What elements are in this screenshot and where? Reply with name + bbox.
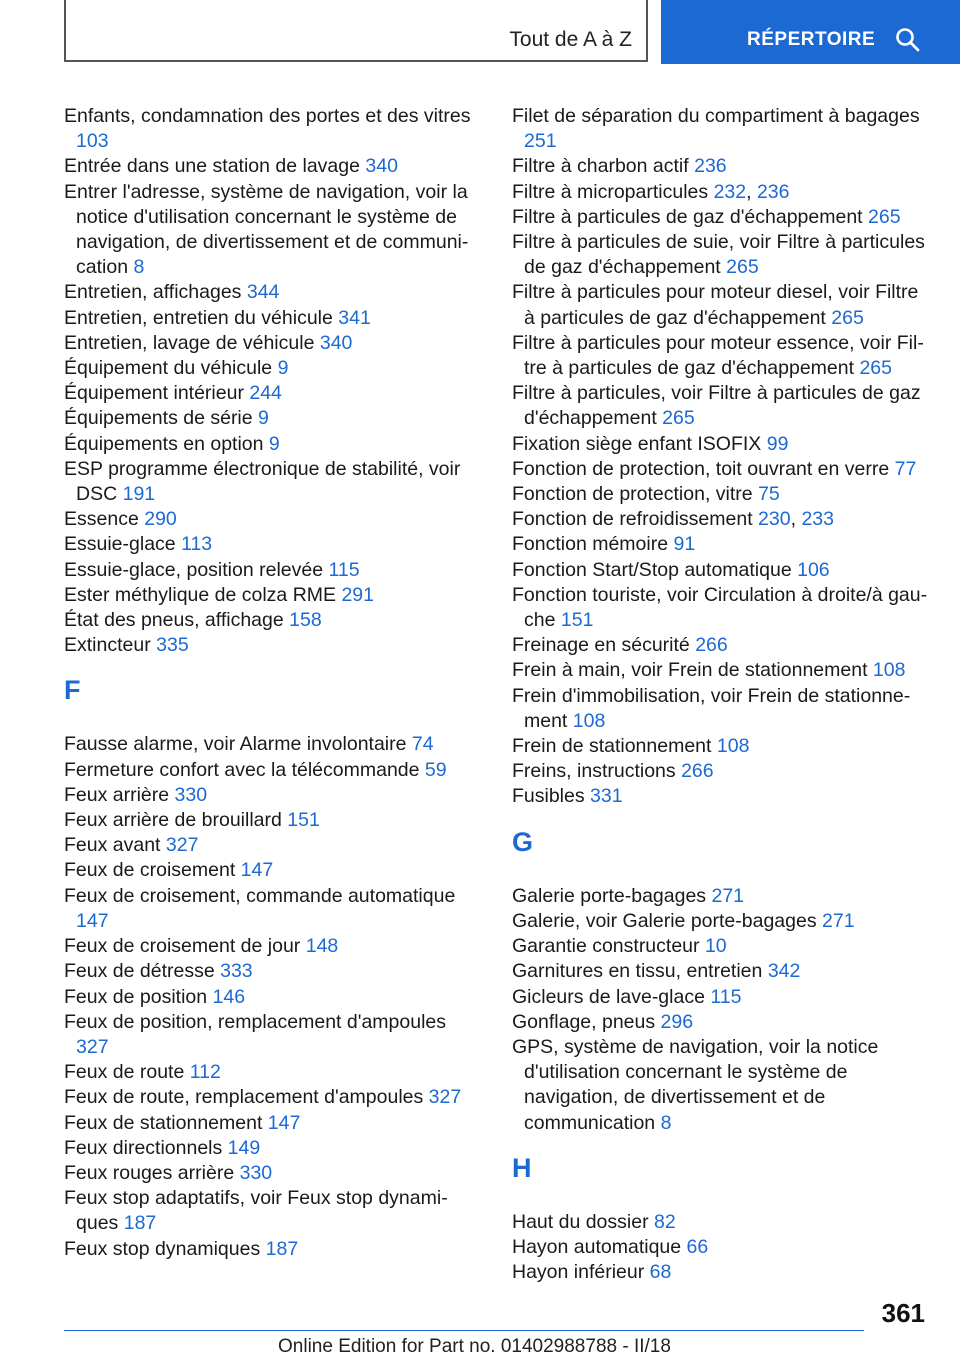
index-entry — [512, 633, 932, 658]
index-entry-term: Haut du dossier — [512, 1210, 649, 1233]
page-link[interactable]: 66 — [686, 1235, 709, 1258]
header-bar — [0, 0, 960, 66]
page-link[interactable]: 108 — [572, 709, 606, 732]
index-entry-term: Feux de route — [64, 1061, 185, 1084]
index-entry-term: Entretien, lavage de véhicule — [64, 331, 315, 354]
index-entry-term: Hayon inférieur — [512, 1261, 645, 1284]
index-entry-term: Entretien, affichages — [64, 281, 242, 304]
index-entry-term: Feux directionnels — [64, 1136, 223, 1159]
page-link[interactable]: 9 — [258, 407, 269, 430]
index-entry — [64, 934, 474, 959]
index-entry-term: Entrée dans une station de lavage — [64, 155, 360, 178]
index-entry-term: Enfants, condamnation des portes et des vitres — [64, 105, 471, 127]
page-number: 361 — [881, 1298, 925, 1328]
index-entry-term: Feux de croisement — [64, 859, 236, 882]
index-entry: Fonction de refroidissement 230, 233 — [512, 508, 834, 531]
page-link[interactable]: 74 — [411, 733, 434, 756]
page-link[interactable]: 191 — [122, 483, 156, 506]
page-link[interactable]: 106 — [797, 558, 830, 581]
page-link[interactable]: 108 — [716, 735, 750, 758]
index-entry-term: Fonction de protection, toit ouvrant en verre — [512, 457, 890, 480]
page-link[interactable]: 82 — [654, 1210, 676, 1233]
page-link[interactable]: 158 — [289, 609, 322, 632]
page-link[interactable]: 342 — [767, 960, 801, 983]
page-link[interactable]: 265 — [868, 205, 901, 228]
page-link[interactable]: 330 — [239, 1161, 273, 1184]
index-entry-term: Filtre à microparticules — [512, 180, 709, 203]
index-entry — [64, 1237, 474, 1262]
index-entry — [512, 558, 932, 583]
page-link[interactable]: 230 — [758, 508, 791, 531]
page-link[interactable]: 147 — [240, 859, 274, 882]
index-entry — [512, 381, 932, 431]
index-entry — [64, 959, 474, 984]
index-entry — [64, 356, 474, 381]
index-entry-term: Fonction mémoire — [512, 533, 669, 556]
index-entry-term: Feux de position — [64, 985, 208, 1008]
index-entry — [64, 758, 474, 783]
index-entry — [64, 608, 474, 633]
page-link[interactable]: 340 — [319, 331, 353, 354]
page-link[interactable]: 10 — [704, 935, 727, 958]
index-entry-term: Gonflage, pneus — [512, 1010, 656, 1033]
index-entry — [512, 934, 932, 959]
index-entry-term: Fixation siège enfant ISOFIX — [512, 432, 762, 455]
index-entry-term: Essence — [64, 508, 139, 531]
index-entry — [64, 732, 474, 757]
index-entry-term: Extincteur — [64, 634, 151, 657]
index-entry-term: Feux rouges arrière — [64, 1161, 235, 1184]
index-entry-term: Fonction de protection, vitre — [512, 483, 753, 506]
index-entry — [64, 1111, 474, 1136]
page-link[interactable]: 151 — [560, 609, 594, 632]
index-entry — [64, 331, 474, 356]
index-entry-term: Galerie porte-bagages — [512, 884, 707, 907]
index-entry-term: Freins, instructions — [512, 760, 676, 783]
index-entry-term: Ester méthylique de colza RME — [64, 583, 337, 606]
index-entry-term: Entrer l'adresse, système de navigation, voir la notice d'utilisation concernant le système de navigation, de divertissement et de communication — [64, 180, 469, 279]
index-entry — [64, 985, 474, 1010]
index-entry — [64, 280, 474, 305]
index-entry — [512, 734, 932, 759]
page-link[interactable]: 244 — [249, 382, 282, 405]
page-link[interactable]: 59 — [424, 758, 447, 781]
index-entry-term: Galerie, voir Galerie porte-bagages — [512, 909, 817, 932]
page-link[interactable]: 115 — [710, 985, 742, 1008]
index-entry — [64, 1136, 474, 1161]
page-link[interactable]: 146 — [212, 985, 246, 1008]
index-entry-term: Frein d'immobilisation, voir Frein de stationnement — [512, 684, 911, 732]
index-entry: Filtre à microparticules 232, 236 — [512, 180, 790, 203]
index-column-right — [512, 104, 932, 1285]
index-entry — [64, 1186, 474, 1236]
page-link[interactable]: 148 — [305, 935, 339, 958]
page-link[interactable]: 251 — [524, 130, 557, 153]
index-entry — [64, 432, 474, 457]
page-link[interactable]: 335 — [156, 634, 189, 657]
index-entry — [512, 104, 932, 154]
page-link[interactable]: 151 — [287, 809, 320, 832]
page-link[interactable]: 187 — [123, 1212, 157, 1235]
index-entry-term: Essuie-glace, position relevée — [64, 558, 324, 581]
index-entry-term: Filet de séparation du compartiment à bagages — [512, 105, 920, 127]
index-entry — [64, 457, 474, 507]
index-entry — [512, 959, 932, 984]
index-entry-term: Entretien, entretien du véhicule — [64, 306, 333, 329]
page-link[interactable]: 327 — [165, 834, 199, 857]
index-entry — [64, 306, 474, 331]
index-entry — [64, 858, 474, 883]
page-link[interactable]: 265 — [859, 357, 892, 380]
index-entry — [64, 1060, 474, 1085]
index-entry-term: Feux arrière — [64, 783, 170, 806]
page-link[interactable]: 265 — [726, 256, 759, 279]
index-entry-term: Filtre à particules pour moteur essence, voir Filtre à particules de gaz d'échappement — [512, 331, 924, 380]
tab-a-to-z-label: Tout de A à Z — [509, 28, 632, 51]
index-entry — [512, 909, 932, 934]
index-entry-term: Essuie-glace — [64, 533, 176, 556]
page-link[interactable]: 344 — [246, 281, 280, 304]
index-entry — [512, 432, 932, 457]
page-link[interactable]: 340 — [365, 155, 398, 178]
section-letter: F — [64, 675, 81, 706]
page-link[interactable]: 187 — [265, 1237, 299, 1260]
section-letter: H — [512, 1152, 532, 1183]
index-entry — [512, 230, 932, 280]
index-entry — [64, 1161, 474, 1186]
index-entry — [512, 985, 932, 1010]
index-entry — [512, 457, 932, 482]
page-link[interactable]: 266 — [681, 760, 714, 783]
index-entry-term: Équipements en option — [64, 432, 264, 455]
index-entry-term: GPS, système de navigation, voir la notice d'utilisation concernant le système de navigation, de divertissement et de communication — [512, 1035, 879, 1134]
index-entry-term: Feux de croisement de jour — [64, 935, 301, 958]
page-link[interactable]: 327 — [428, 1086, 462, 1109]
page-link[interactable]: 147 — [76, 909, 109, 932]
index-entry-term: Feux de détresse — [64, 960, 215, 983]
index-entry-term: Feux de stationnement — [64, 1111, 263, 1134]
page-link[interactable]: 9 — [268, 432, 280, 455]
page-link[interactable]: 291 — [341, 583, 374, 606]
index-entry — [64, 808, 474, 833]
index-entry-term: ESP programme électronique de stabilité, voir DSC — [64, 457, 461, 506]
page-link[interactable]: 327 — [76, 1035, 109, 1058]
index-entry — [512, 482, 932, 507]
index-entry-term: Équipement intérieur — [64, 382, 244, 405]
index-entry-term: Hayon automatique — [512, 1235, 682, 1258]
index-entry — [64, 104, 474, 154]
index-entry — [64, 1085, 474, 1110]
page-link[interactable]: 9 — [277, 357, 289, 380]
index-entry-term: Filtre à particules, voir Filtre à particules de gaz d'échappement — [512, 382, 921, 430]
index-entry — [512, 1235, 932, 1260]
index-entry — [64, 507, 474, 532]
tab-index-label: RÉPERTOIRE — [747, 29, 876, 50]
index-entry-term: Fonction de refroidissement — [512, 508, 753, 531]
index-entry — [64, 633, 474, 658]
footer-divider — [64, 1330, 864, 1331]
tab-index[interactable] — [661, 0, 960, 64]
page-link[interactable]: 91 — [673, 533, 696, 556]
page-link[interactable]: 331 — [590, 785, 623, 808]
index-column-left — [64, 104, 474, 1262]
page-link[interactable]: 265 — [662, 407, 695, 430]
index-entry — [512, 331, 932, 381]
index-entry — [64, 583, 474, 608]
index-entry — [64, 558, 474, 583]
page-link[interactable]: 296 — [660, 1010, 694, 1033]
page-link[interactable]: 99 — [766, 432, 789, 455]
page-link[interactable]: 271 — [822, 909, 855, 932]
index-entry-term: Fonction Start/Stop automatique — [512, 558, 792, 581]
page-link[interactable]: 77 — [894, 457, 917, 480]
index-entry-term: Fermeture confort avec la télécommande — [64, 758, 420, 781]
index-entry — [512, 532, 932, 557]
index-entry — [64, 154, 474, 179]
index-entry — [512, 684, 932, 734]
index-entry — [64, 783, 474, 808]
page-link[interactable]: 233 — [801, 508, 834, 531]
index-entry-term: Garantie constructeur — [512, 935, 700, 958]
index-entry — [512, 1210, 932, 1235]
index-entry-term: Fusibles — [512, 785, 585, 808]
page-link[interactable]: 290 — [144, 508, 177, 531]
index-entry-term: Feux de croisement, commande automatique — [64, 884, 456, 907]
footer-edition: Online Edition for Part no. 01402988788 - II/18 — [278, 1336, 671, 1357]
index-entry-term: Feux stop dynamiques — [64, 1237, 261, 1260]
page-link[interactable]: 147 — [267, 1111, 301, 1134]
index-entry-term: Gicleurs de lave-glace — [512, 985, 705, 1008]
index-entry-term: Équipements de série — [64, 407, 253, 430]
page-link[interactable]: 236 — [694, 155, 727, 178]
index-entry — [512, 1035, 932, 1136]
index-entry — [512, 1260, 932, 1285]
page-link[interactable]: 341 — [338, 306, 371, 329]
index-entry — [512, 658, 932, 683]
index-entry — [64, 180, 474, 281]
page-link[interactable]: 271 — [711, 884, 745, 907]
index-entry-term: Fausse alarme, voir Alarme involontaire — [64, 733, 407, 756]
page-link[interactable]: 115 — [328, 558, 360, 581]
index-entry-term: Filtre à particules de suie, voir Filtre à particules de gaz d'échappement — [512, 231, 925, 279]
index-entry-term: Frein de stationnement — [512, 735, 712, 758]
page-link[interactable]: 75 — [758, 483, 780, 506]
section-letter: G — [512, 826, 534, 857]
index-entry-term: Frein à main, voir Frein de stationnement — [512, 659, 868, 682]
page-link[interactable]: 330 — [174, 783, 208, 806]
page-link[interactable]: 68 — [649, 1261, 672, 1284]
page-link[interactable]: 108 — [872, 659, 906, 682]
index-entry — [512, 784, 932, 809]
index-entry-term: Filtre à particules pour moteur diesel, voir Filtre à particules de gaz d'échappement — [512, 281, 919, 329]
page-link[interactable]: 149 — [227, 1136, 261, 1159]
index-entry — [64, 381, 474, 406]
index-entry-term: Freinage en sécurité — [512, 634, 690, 657]
index-entry — [512, 759, 932, 784]
index-entry — [512, 280, 932, 330]
index-entry-term: Feux de route, remplacement d'ampoules — [64, 1086, 424, 1109]
page-link[interactable]: 266 — [695, 634, 728, 657]
page-link[interactable]: 8 — [133, 256, 145, 279]
index-entry-term: Feux de position, remplacement d'ampoules — [64, 1010, 447, 1033]
index-entry — [64, 406, 474, 431]
index-entry — [512, 583, 932, 633]
index-entry — [64, 833, 474, 858]
index-entry — [64, 532, 474, 557]
index-entry-term: Feux stop adaptatifs, voir Feux stop dynamiques — [64, 1187, 448, 1235]
index-entry — [512, 1010, 932, 1035]
tab-a-to-z[interactable] — [64, 0, 648, 62]
index-entry — [512, 884, 932, 909]
index-entry — [64, 884, 474, 934]
index-entry-term: Feux avant — [64, 834, 161, 857]
page-link[interactable]: 236 — [756, 180, 790, 203]
page-link[interactable]: 232 — [713, 180, 747, 203]
index-entry-term: Filtre à charbon actif — [512, 155, 689, 178]
page-link[interactable]: 265 — [831, 306, 864, 329]
page-link[interactable]: 333 — [220, 960, 253, 983]
index-entry — [512, 154, 932, 179]
index-entry-term: Équipement du véhicule — [64, 357, 273, 380]
page-link[interactable]: 103 — [76, 130, 109, 153]
index-entry-term: Filtre à particules de gaz d'échappement — [512, 205, 863, 228]
page-link[interactable]: 113 — [181, 533, 213, 556]
index-entry-term: Feux arrière de brouillard — [64, 809, 282, 832]
search-icon[interactable] — [895, 27, 921, 53]
index-entry — [64, 1010, 474, 1060]
index-entry-term: Garnitures en tissu, entretien — [512, 960, 763, 983]
index-entry-term: État des pneus, affichage — [64, 609, 284, 632]
page-link[interactable]: 8 — [660, 1111, 672, 1134]
page-link[interactable]: 112 — [189, 1061, 221, 1084]
index-entry-term: Fonction touriste, voir Circulation à droite/à gauche — [512, 583, 928, 632]
index-entry — [512, 205, 932, 230]
